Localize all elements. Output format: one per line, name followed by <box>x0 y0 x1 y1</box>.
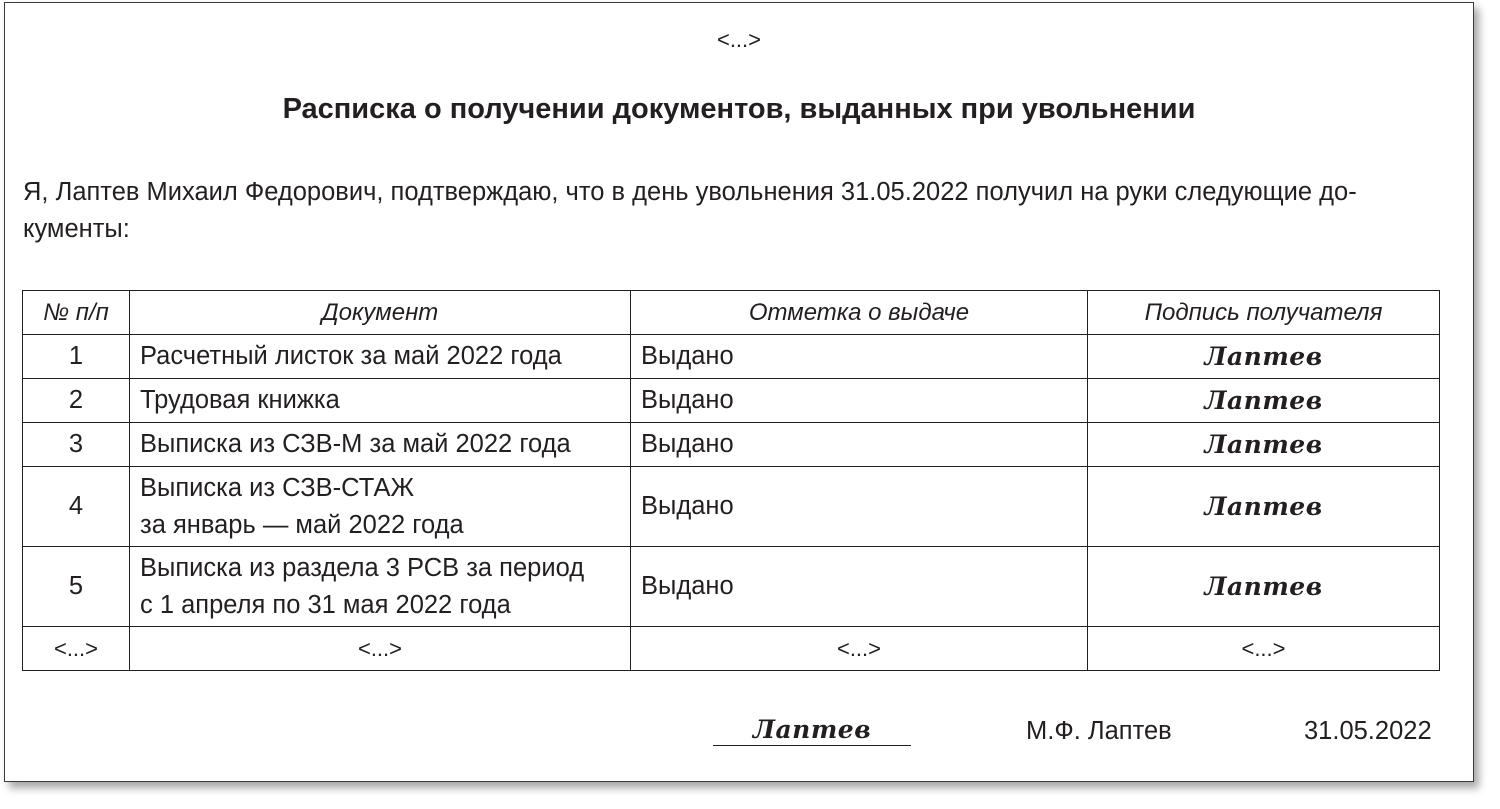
row-number: 5 <box>23 547 130 627</box>
row-document <box>130 547 631 627</box>
row-issue-mark: Выдано <box>631 467 1088 547</box>
row-document-line: с 1 апреля по 31 мая 2022 года <box>140 590 511 619</box>
row-number: 2 <box>23 379 130 423</box>
row-number: 1 <box>23 335 130 379</box>
intro-paragraph: Я, Лаптев Михаил Федорович, подтверждаю, что в день увольнения 31.05.2022 получил на руки следующие до-кументы: <box>23 178 1357 243</box>
table-row <box>23 423 1440 467</box>
row-document <box>130 467 631 547</box>
signer-name: М.Ф. Лаптев <box>1026 717 1172 745</box>
table-row <box>23 467 1440 547</box>
column-header-issue-mark: Отметка о выдаче <box>631 291 1088 335</box>
row-document-line: Выписка из раздела 3 РСВ за период <box>140 553 585 582</box>
row-signature <box>1088 467 1440 547</box>
row-document: Расчетный листок за май 2022 года <box>130 335 631 379</box>
handwritten-signature: Лаптев <box>1204 491 1323 521</box>
documents-table <box>22 290 1440 671</box>
document-title: Расписка о получении документов, выданных при увольнении <box>282 93 1196 125</box>
handwritten-signature: Лаптев <box>1204 571 1323 601</box>
footer-signature-line <box>713 715 911 746</box>
row-number: 3 <box>23 423 130 467</box>
handwritten-signature: Лаптев <box>1204 341 1323 371</box>
row-signature <box>1088 547 1440 627</box>
column-header-signature: Подпись получателя <box>1088 291 1440 335</box>
row-signature <box>1088 335 1440 379</box>
table-row <box>23 547 1440 627</box>
ellipsis-cell: <...> <box>1088 627 1440 671</box>
ellipsis-cell: <...> <box>130 627 631 671</box>
table-row-ellipsis <box>23 627 1440 671</box>
row-issue-mark: Выдано <box>631 379 1088 423</box>
row-signature <box>1088 379 1440 423</box>
table-row <box>23 379 1440 423</box>
ellipsis-cell: <...> <box>631 627 1088 671</box>
row-number: 4 <box>23 467 130 547</box>
row-issue-mark: Выдано <box>631 335 1088 379</box>
handwritten-signature: Лаптев <box>1204 385 1323 415</box>
row-signature <box>1088 423 1440 467</box>
handwritten-signature: Лаптев <box>1204 429 1323 459</box>
row-issue-mark: Выдано <box>631 423 1088 467</box>
row-document: Выписка из СЗВ-М за май 2022 года <box>130 423 631 467</box>
row-document-line: Выписка из СЗВ-СТАЖ <box>140 473 415 502</box>
row-issue-mark: Выдано <box>631 547 1088 627</box>
signature-date: 31.05.2022 <box>1304 717 1432 745</box>
column-header-document: Документ <box>130 291 631 335</box>
table-row <box>23 335 1440 379</box>
receipt-document <box>4 2 1474 782</box>
handwritten-signature: Лаптев <box>752 715 872 744</box>
top-ellipsis: <...> <box>716 27 762 52</box>
row-document-line: за январь — май 2022 года <box>140 510 464 539</box>
column-header-number: № п/п <box>23 291 130 335</box>
ellipsis-cell: <...> <box>23 627 130 671</box>
row-document: Трудовая книжка <box>130 379 631 423</box>
table-header-row <box>23 291 1440 335</box>
